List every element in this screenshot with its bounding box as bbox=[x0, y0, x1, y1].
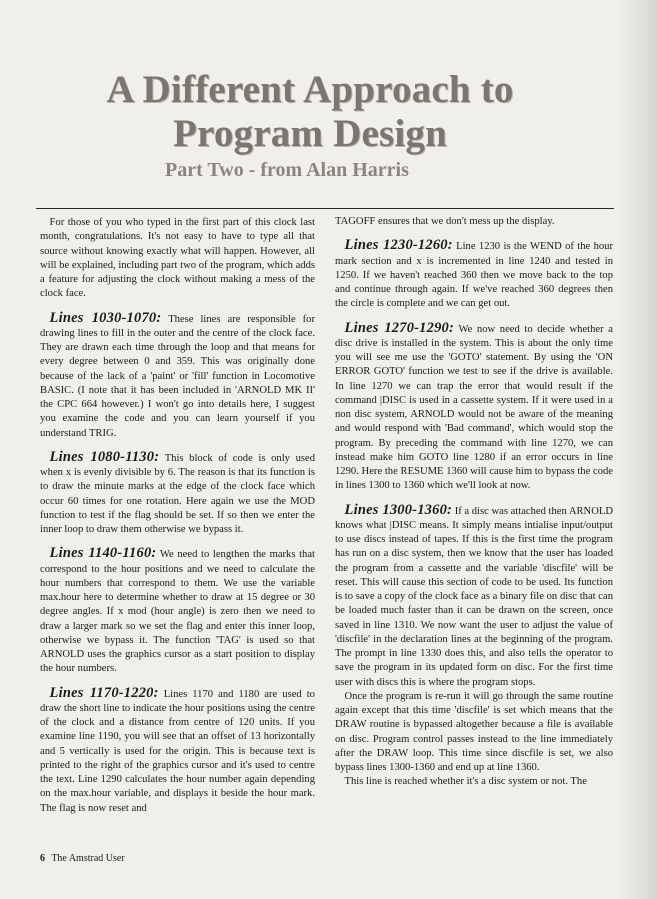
paragraph-text: Line 1230 is the WEND of the hour mark section and x is incremented in line 1240 and tested in 1250. If we haven't reached 360 then we move back to the top and continue through again. If we've reached 360 degrees then the circle is complete and we can get out. bbox=[335, 241, 613, 310]
paragraph-text: This block of code is only used when x is evenly divisible by 6. The reason is that its function is to draw the minute marks at the edge of the clock face which occur 60 times for one rotation. Here again we use the MOD function to test if the flag should be set. If so then we enter the inner loop to draw them otherwise we bypass it. bbox=[40, 452, 315, 535]
article-title-line-2: Program Design bbox=[173, 112, 447, 155]
paragraph-lines-1300-1360 bbox=[335, 503, 613, 690]
publication-name: The Amstrad User bbox=[51, 853, 125, 864]
paragraph-final bbox=[335, 775, 613, 789]
article-title-line-1: A Different Approach to bbox=[106, 68, 514, 111]
paragraph-lines-1230-1260 bbox=[335, 238, 613, 311]
paragraph-lines-1030-1070 bbox=[40, 311, 315, 441]
header-divider bbox=[36, 208, 614, 209]
article-subtitle: Part Two - from Alan Harris bbox=[165, 159, 409, 181]
paragraph-text: These lines are responsible for drawing lines to fill in the outer and the centre of the clock face. They are drawn each time through the loop and that means for every degree between 0 and 359. This was originally done because of the lack of a 'paint' or 'fill' function in Locomotive BASIC. (I note that it has been included in 'ARNOLD MK II' the CPC 664 however.) I won't go into details here, I suggest you examine the code and you can learn yourself if you understand TRIG. bbox=[40, 313, 315, 439]
paragraph-text: Lines 1170 and 1180 are used to draw the short line to indicate the hour positions using the centre of the clock and a distance from centre of 120 units. If you examine line 1190, you will see that an offset of 13 horizontally and 5 vertically is used for the origin. This is because text is printed to the right of the graphics cursor and it's used to centre the text. Line 1290 calculates the hour number again depending on the max.hour variable, and displays it beside the hour mark. The flag is now reset and bbox=[40, 688, 315, 814]
paragraph-text: We need to lengthen the marks that correspond to the hour positions and we need to calculate the hour numbers that correspond to them. We use the variable max.hour here to determine whether to draw at 15 degree or 30 degree angles. If x mod (hour angle) is zero then we need to draw a larger mark so we set the flag and enter this inner loop, otherwise we bypass it. The function 'TAG' is used so that ARNOLD uses the graphics cursor as a start position to display the hour numbers. bbox=[40, 549, 315, 675]
paragraph-text: We now need to decide whether a disc drive is installed in the system. This is about the only time you will see me use the 'GOTO' statement. By using the 'ON ERROR GOTO' function we test to see if the drive is available. In line 1270 we can trap the error that would result if the command |DISC is used in a cassette system. If it were used in a non disc system, ARNOLD would not be aware of the meaning and would respond with 'Bad command', which would stop the program. By preceding the command with line 1270, we can instead make him GOTO line 1280 if an error occurs in line 1290. Here the RESUME 1360 will cause him to bypass the code in lines 1300 to 1360 which we'll look at now. bbox=[335, 323, 613, 492]
paragraph-intro bbox=[40, 216, 315, 302]
article-header bbox=[70, 68, 550, 182]
section-heading: Lines 1300-1360: bbox=[344, 501, 453, 518]
right-column bbox=[335, 215, 613, 790]
paragraph-lines-1080-1130 bbox=[40, 450, 315, 538]
page-edge-shadow bbox=[617, 0, 657, 899]
paragraph-lines-1270-1290 bbox=[335, 321, 613, 494]
section-heading: Lines 1080-1130: bbox=[49, 448, 160, 465]
section-heading: Lines 1230-1260: bbox=[344, 237, 453, 254]
page-footer bbox=[40, 853, 125, 864]
paragraph-continuation bbox=[335, 215, 613, 229]
section-heading: Lines 1170-1220: bbox=[49, 684, 159, 701]
section-heading: Lines 1140-1160: bbox=[49, 545, 157, 562]
section-heading: Lines 1270-1290: bbox=[344, 319, 455, 336]
paragraph-rerun bbox=[335, 690, 613, 776]
paragraph-text: For those of you who typed in the first part of this clock last month, congratulations. It's not easy to have to type all that source without knowing exactly what will happen. However, all will be explained, including part two of the program, which adds a feature for adjusting the clock without making a mess of the clock face. bbox=[40, 217, 315, 300]
paragraph-text: TAGOFF ensures that we don't mess up the display. bbox=[335, 216, 555, 227]
section-heading: Lines 1030-1070: bbox=[49, 309, 162, 326]
paragraph-text: Once the program is re-run it will go through the same routine again except that this time 'discfile' is set which means that the DRAW routine is bypassed altogether because a file is available on disc. Program control passes instead to the line immediately after the DRAW loop. This time since discfile is set, we also bypass lines 1300-1360 and end up at line 1360. bbox=[335, 690, 613, 773]
paragraph-text: If a disc was attached then ARNOLD knows what |DISC means. It simply means intialise input/output to use discs instead of tapes. If this is the first time the program has run on a disc system, then we know that the user has loaded the program from a cassette and the variable 'discfile' will be reset. This will cause this section of code to be used. Its function is to save a copy of the clock face as a binary file on disc that can be loaded much faster than it can be drawn on the screen, once saved in line 1310. We now want the user to adjust the value of 'discfile' in the declaration lines at the beginning of the program. The prompt in line 1330 does this, and also tells the operator to save the program in its updated form on disc. For the first time user with discs this is where the program stops. bbox=[335, 505, 613, 688]
paragraph-lines-1170-1220 bbox=[40, 686, 315, 816]
paragraph-text: This line is reached whether it's a disc system or not. The bbox=[344, 776, 587, 788]
page-number: 6 bbox=[40, 853, 45, 864]
paragraph-lines-1140-1160 bbox=[40, 546, 315, 676]
left-column bbox=[40, 216, 315, 825]
